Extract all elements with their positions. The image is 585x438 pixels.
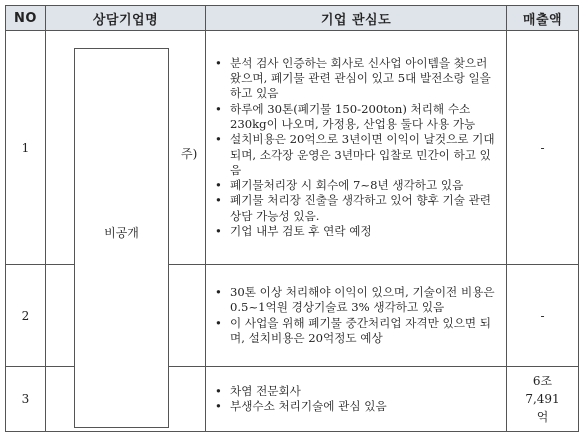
interest-list xyxy=(206,285,506,346)
interest-list xyxy=(206,56,506,240)
row-number: 1 xyxy=(6,31,46,265)
sales-line: 6조 xyxy=(532,374,553,388)
sales-cell: - xyxy=(507,265,579,367)
sales-cell xyxy=(507,367,579,432)
interest-cell xyxy=(206,31,507,265)
header-interest: 기업 관심도 xyxy=(206,6,507,31)
header-sales: 매출액 xyxy=(507,6,579,31)
redaction-label: 비공개 xyxy=(104,226,139,240)
list-item: • 부생수소 처리기술에 관심 있음 xyxy=(230,399,500,414)
redaction-box xyxy=(74,48,169,428)
header-company: 상담기업명 xyxy=(46,6,206,31)
list-item: • 30톤 이상 처리해야 이익이 있으며, 기술이전 비용은 0.5~1억원 경상기술료 3% 생각하고 있음 xyxy=(230,285,500,316)
list-item: • 분석 검사 인증하는 회사로 신사업 아이템을 찾으러 왔으며, 폐기물 관련 관심이 있고 5대 발전소랑 일을 하고 있음 xyxy=(230,56,500,102)
list-item: • 폐기물처리장 시 회수에 7~8년 생각하고 있음 xyxy=(230,178,500,193)
list-item: • 차염 전문회사 xyxy=(230,384,500,399)
row-number: 3 xyxy=(6,367,46,432)
interest-cell xyxy=(206,367,507,432)
list-item: • 하루에 30톤(폐기물 150-200ton) 처리해 수소 230kg이 나오며, 가정용, 산업용 둘다 사용 가능 xyxy=(230,102,500,133)
sales-line: 억 xyxy=(536,410,549,424)
header-row xyxy=(6,6,579,31)
list-item: • 설치비용은 20억으로 3년이면 이익이 날것으로 기대되며, 소각장 운영은 3년마다 입찰로 민간이 하고 있음 xyxy=(230,132,500,178)
sales-line: 7,491 xyxy=(525,392,560,406)
header-no: NO xyxy=(6,6,46,31)
interest-cell xyxy=(206,265,507,367)
sales-cell: - xyxy=(507,31,579,265)
interest-list xyxy=(206,384,506,415)
company-name-fragment-right: 주) xyxy=(181,147,198,161)
row-number: 2 xyxy=(6,265,46,367)
list-item: • 이 사업을 위해 폐기물 중간처리업 자격만 있으면 되며, 설치비용은 20억정도 예상 xyxy=(230,316,500,347)
list-item: • 폐기물 처리장 진출을 생각하고 있어 향후 기술 관련 상담 가능성 있음. xyxy=(230,193,500,224)
list-item: • 기업 내부 검토 후 연락 예정 xyxy=(230,224,500,239)
